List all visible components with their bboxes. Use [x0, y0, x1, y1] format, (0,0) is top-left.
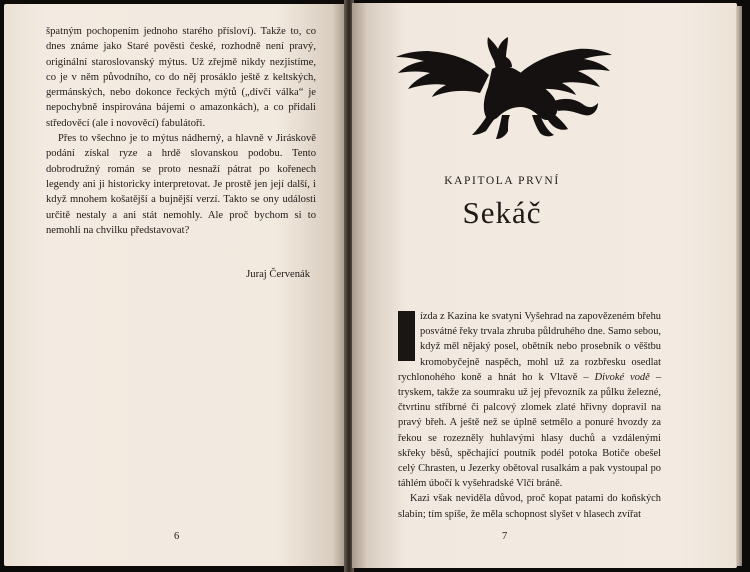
- author-signature: Juraj Červenák: [246, 269, 310, 280]
- page-edges: [736, 6, 742, 566]
- chapter-paragraph-1: [398, 309, 661, 491]
- page-number-left: 6: [174, 531, 180, 542]
- page-number-right: 7: [502, 531, 508, 542]
- chapter-label: KAPITOLA PRVNÍ: [444, 175, 560, 187]
- chapter-paragraph-2: Kazi však neviděla důvod, proč kopat patami do koňských slabin; tím spíše, že měla schopnost slyšet v hlasech zvířat: [398, 493, 661, 520]
- foreword-paragraph-2: Přes to všechno je to mýtus nádherný, a hlavně v Jiráskově podání získal ryze a hrdě slovanskou podobu. Tento dobrodružný román se proto nesnaží pátrat po kořenech legendy ani ji historicky interpretovat. Je prostě jen její další, i když mnohem košatější a bujnější verzí. Takto se ony události určitě nestaly a ani stát nemohly. Ale proč bychom si to nemohli na chvilku představovat?: [46, 133, 316, 236]
- drop-cap-letter: [398, 311, 415, 361]
- winged-wolf-emblem-icon: [394, 31, 614, 143]
- left-page: [4, 4, 346, 566]
- chapter-title: Sekáč: [462, 195, 542, 230]
- chapter-body-text: [398, 309, 661, 522]
- right-page: [352, 3, 737, 568]
- foreword-paragraph-1: špatným pochopením jednoho starého přísloví). Takže to, co dnes známe jako Staré pověsti české, rozhodně není pravý, originální staroslovanský mýtus. Už zřejmě nikdy nezjistíme, co je v něm původního, co do něj prosáklo ještě z keltských, germánských, nebo dokonce řeckých mýtů („dívčí válka“ je nepochybně inspirována bájemi o amazonkách), a co přidali středověcí (ale i novověcí) fabulátoři.: [46, 26, 316, 129]
- paragraph-1-italic: Divoké vodě: [594, 371, 650, 383]
- foreword-text: [46, 24, 316, 238]
- paragraph-1-text-a: ízda z Kazína ke svatyni Vyšehrad na zapovězeném břehu posvátné řeky trvala zhruba půldruhého dne. Samo sebou, když měl nějaký posel, obětník nebo prosebník o věštbu kromobyčejně naspěch, mohl už za rozbřesku osedlat rychlonohého koně a hnát ho k Vltavě –: [398, 311, 661, 383]
- paragraph-1-text-b: – tryskem, takže za soumraku už jej převozník za půlku železné, čtvrtinu stříbrné či palcový zlomek zlaté hřivny dopravil na pravý břeh. A ještě než se úplně setmělo a ponuré hvozdy za řekou se rozezněly huhlavými hlasy duchů a vzdálenými skřeky běsů, spěchající poutník podél potoka Botiče obešel celý Chrasten, u Jezerky obětoval rusalkám a pak vystoupal po táhlém úbočí k vyšehradské Vlčí bráně.: [398, 371, 662, 490]
